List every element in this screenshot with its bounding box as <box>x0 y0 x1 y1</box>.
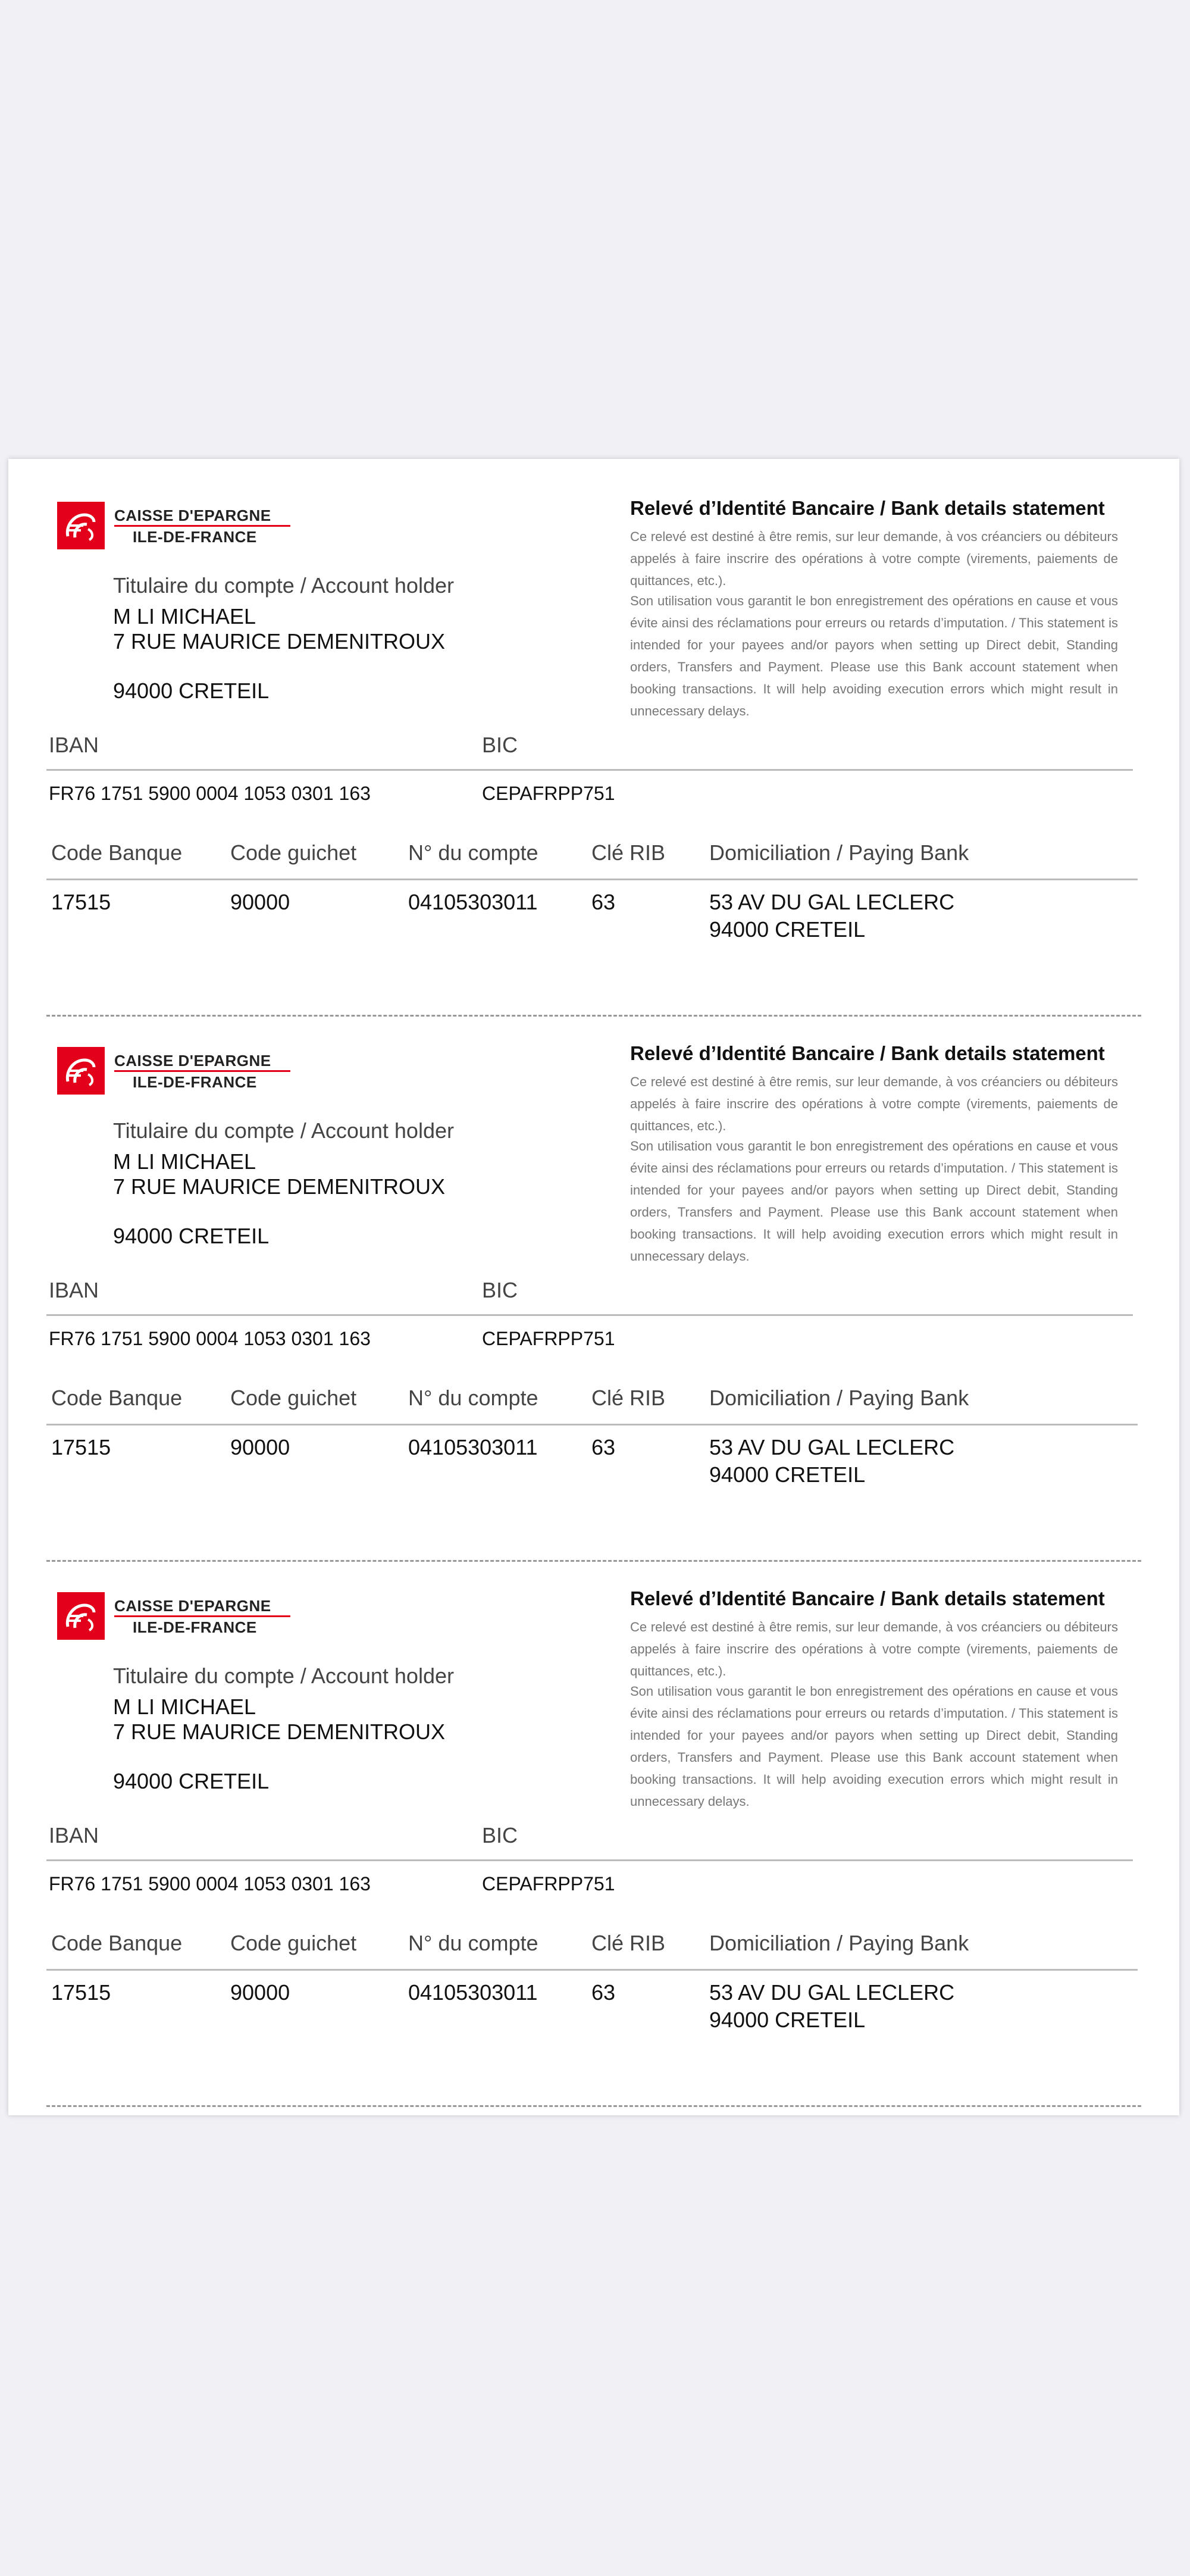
cle-rib-value: 63 <box>591 890 616 914</box>
squirrel-logo-icon <box>57 1047 105 1095</box>
statement-paragraph-1: Ce relevé est destiné à être remis, sur leur demande, à vos créanciers ou débiteurs appelés à faire inscrire des opérations à votre compte (virements, paiements de quittances, etc.). <box>630 1620 1118 1678</box>
bic-value: CEPAFRPP751 <box>482 1873 615 1895</box>
numero-compte-value: 04105303011 <box>408 1980 538 2005</box>
holder-city: 94000 CRETEIL <box>113 1769 270 1793</box>
bic-label: BIC <box>482 1823 518 1847</box>
holder-city: 94000 CRETEIL <box>113 679 270 703</box>
squirrel-logo-icon <box>57 502 105 549</box>
code-guichet-label: Code guichet <box>230 1931 357 1955</box>
bic-label: BIC <box>482 733 518 757</box>
iban-label: IBAN <box>49 1278 99 1302</box>
numero-compte-value: 04105303011 <box>408 1435 538 1459</box>
code-guichet-value: 90000 <box>230 890 290 914</box>
bic-label: BIC <box>482 1278 518 1302</box>
bank-name-line1: CAISSE D'EPARGNE <box>114 507 271 524</box>
code-banque-value: 17515 <box>51 1980 111 2005</box>
divider <box>46 1424 1138 1425</box>
code-banque-label: Code Banque <box>51 840 183 865</box>
numero-compte-value: 04105303011 <box>408 890 538 914</box>
code-banque-label: Code Banque <box>51 1931 183 1955</box>
document-page <box>8 459 1179 2115</box>
divider <box>46 769 1133 771</box>
divider <box>46 1969 1138 1971</box>
bank-name-line1: CAISSE D'EPARGNE <box>114 1597 271 1615</box>
bank-name-line1: CAISSE D'EPARGNE <box>114 1052 271 1070</box>
bank-logo <box>57 1047 301 1095</box>
statement-title: Relevé d’Identité Bancaire / Bank details statement <box>630 1587 1105 1609</box>
numero-compte-label: N° du compte <box>408 1386 538 1410</box>
statement-paragraph-1: Ce relevé est destiné à être remis, sur leur demande, à vos créanciers ou débiteurs appelés à faire inscrire des opérations à votre compte (virements, paiements de quittances, etc.). <box>630 1074 1118 1133</box>
rib-copy-1 <box>8 459 1179 1004</box>
iban-value: FR76 1751 5900 0004 1053 0301 163 <box>49 783 371 804</box>
domiciliation-line2: 94000 CRETEIL <box>709 1462 866 1487</box>
holder-label: Titulaire du compte / Account holder <box>113 1118 454 1143</box>
domiciliation-line1: 53 AV DU GAL LECLERC <box>709 1435 955 1459</box>
logo-rule <box>114 1070 290 1072</box>
domiciliation-line2: 94000 CRETEIL <box>709 2008 866 2032</box>
domiciliation-label: Domiciliation / Paying Bank <box>709 840 969 865</box>
numero-compte-label: N° du compte <box>408 1931 538 1955</box>
divider <box>46 879 1138 880</box>
holder-name: M LI MICHAEL <box>113 1149 256 1174</box>
cle-rib-label: Clé RIB <box>591 1931 666 1955</box>
cle-rib-value: 63 <box>591 1980 616 2005</box>
bank-logo <box>57 1592 301 1640</box>
iban-value: FR76 1751 5900 0004 1053 0301 163 <box>49 1873 371 1895</box>
holder-address: 7 RUE MAURICE DEMENITROUX <box>113 629 446 654</box>
logo-rule <box>114 525 290 527</box>
bank-logo <box>57 502 301 549</box>
statement-paragraph-2: Son utilisation vous garantit le bon enregistrement des opérations en cause et vous évite ainsi des réclamations pour erreurs ou retards d’imputation. / This statement is intended for your payees and/or payors when setting up Direct debit, Standing orders, Transfers and Payment. Please use this Bank account statement when booking transactions. It will help avoiding execution errors which might result in unnecessary delays. <box>630 593 1118 718</box>
code-guichet-label: Code guichet <box>230 840 357 865</box>
statement-paragraph-1: Ce relevé est destiné à être remis, sur leur demande, à vos créanciers ou débiteurs appelés à faire inscrire des opérations à votre compte (virements, paiements de quittances, etc.). <box>630 529 1118 588</box>
code-guichet-value: 90000 <box>230 1435 290 1459</box>
numero-compte-label: N° du compte <box>408 840 538 865</box>
holder-name: M LI MICHAEL <box>113 1695 256 1719</box>
domiciliation-line2: 94000 CRETEIL <box>709 917 866 942</box>
iban-label: IBAN <box>49 733 99 757</box>
cle-rib-label: Clé RIB <box>591 840 666 865</box>
code-guichet-label: Code guichet <box>230 1386 357 1410</box>
bank-name-line2: ILE-DE-FRANCE <box>133 528 257 546</box>
code-guichet-value: 90000 <box>230 1980 290 2005</box>
statement-title: Relevé d’Identité Bancaire / Bank details statement <box>630 1042 1105 1064</box>
domiciliation-line1: 53 AV DU GAL LECLERC <box>709 890 955 914</box>
statement-paragraph-2: Son utilisation vous garantit le bon enregistrement des opérations en cause et vous évite ainsi des réclamations pour erreurs ou retards d’imputation. / This statement is intended for your payees and/or payors when setting up Direct debit, Standing orders, Transfers and Payment. Please use this Bank account statement when booking transactions. It will help avoiding execution errors which might result in unnecessary delays. <box>630 1139 1118 1264</box>
domiciliation-label: Domiciliation / Paying Bank <box>709 1931 969 1955</box>
code-banque-value: 17515 <box>51 1435 111 1459</box>
divider <box>46 1859 1133 1861</box>
cut-line <box>46 2105 1141 2107</box>
iban-label: IBAN <box>49 1823 99 1847</box>
code-banque-label: Code Banque <box>51 1386 183 1410</box>
bank-name-line2: ILE-DE-FRANCE <box>133 1073 257 1091</box>
holder-address: 7 RUE MAURICE DEMENITROUX <box>113 1174 446 1199</box>
bic-value: CEPAFRPP751 <box>482 1328 615 1349</box>
squirrel-logo-icon <box>57 1592 105 1640</box>
holder-address: 7 RUE MAURICE DEMENITROUX <box>113 1720 446 1744</box>
domiciliation-label: Domiciliation / Paying Bank <box>709 1386 969 1410</box>
domiciliation-line1: 53 AV DU GAL LECLERC <box>709 1980 955 2005</box>
rib-copy-3 <box>8 1549 1179 2094</box>
rib-copy-2 <box>8 1004 1179 1549</box>
holder-label: Titulaire du compte / Account holder <box>113 573 454 598</box>
statement-paragraph-2: Son utilisation vous garantit le bon enregistrement des opérations en cause et vous évite ainsi des réclamations pour erreurs ou retards d’imputation. / This statement is intended for your payees and/or payors when setting up Direct debit, Standing orders, Transfers and Payment. Please use this Bank account statement when booking transactions. It will help avoiding execution errors which might result in unnecessary delays. <box>630 1684 1118 1809</box>
iban-value: FR76 1751 5900 0004 1053 0301 163 <box>49 1328 371 1349</box>
holder-city: 94000 CRETEIL <box>113 1224 270 1248</box>
cle-rib-value: 63 <box>591 1435 616 1459</box>
bic-value: CEPAFRPP751 <box>482 783 615 804</box>
holder-label: Titulaire du compte / Account holder <box>113 1664 454 1688</box>
divider <box>46 1314 1133 1316</box>
logo-rule <box>114 1615 290 1617</box>
holder-name: M LI MICHAEL <box>113 604 256 629</box>
code-banque-value: 17515 <box>51 890 111 914</box>
bank-name-line2: ILE-DE-FRANCE <box>133 1618 257 1636</box>
cle-rib-label: Clé RIB <box>591 1386 666 1410</box>
statement-title: Relevé d’Identité Bancaire / Bank details statement <box>630 497 1105 519</box>
